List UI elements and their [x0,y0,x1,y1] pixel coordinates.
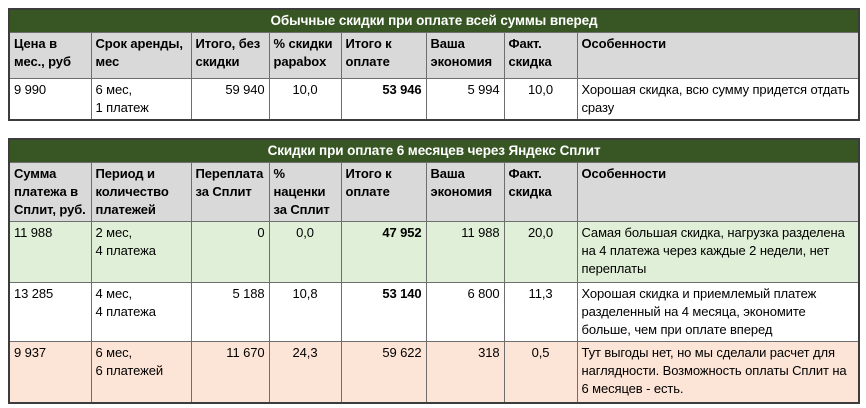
cell-total-no-discount[interactable]: 59 940 [191,79,269,121]
cell-rent-period[interactable]: 6 мес, 1 платеж [91,79,191,121]
cell-actual-discount[interactable]: 20,0 [504,222,577,283]
cell-actual-discount[interactable]: 11,3 [504,283,577,342]
header-actual-discount[interactable]: Факт. скидка [504,163,577,222]
header-notes[interactable]: Особенности [577,163,859,222]
cell-your-savings[interactable]: 318 [426,342,504,403]
header-your-savings[interactable]: Ваша экономия [426,33,504,79]
header-total-due[interactable]: Итого к оплате [341,33,426,79]
table-row [9,283,859,342]
table-row [9,79,859,121]
cell-notes[interactable]: Хорошая скидка, всю сумму придется отдать сразу [577,79,859,121]
cell-period-payments-count[interactable]: 2 мес, 4 платежа [91,222,191,283]
cell-price-per-month[interactable]: 9 990 [9,79,91,121]
cell-your-savings[interactable]: 5 994 [426,79,504,121]
table-row [9,342,859,403]
cell-total-due[interactable]: 53 140 [341,283,426,342]
cell-notes[interactable]: Хорошая скидка и приемлемый платеж разделенный на 4 месяца, экономите больше, чем при оплате вперед [577,283,859,342]
cell-total-due[interactable]: 53 946 [341,79,426,121]
cell-your-savings[interactable]: 11 988 [426,222,504,283]
cell-split-payment-sum[interactable]: 9 937 [9,342,91,403]
table2-title[interactable]: Скидки при оплате 6 месяцев через Яндекс Сплит [9,139,859,163]
cell-split-payment-sum[interactable]: 13 285 [9,283,91,342]
header-notes[interactable]: Особенности [577,33,859,79]
cell-split-overpay[interactable]: 5 188 [191,283,269,342]
cell-period-payments-count[interactable]: 6 мес, 6 платежей [91,342,191,403]
cell-total-due[interactable]: 47 952 [341,222,426,283]
cell-split-markup-percent[interactable]: 24,3 [269,342,341,403]
header-split-markup-percent[interactable]: % наценки за Сплит [269,163,341,222]
cell-total-due[interactable]: 59 622 [341,342,426,403]
cell-split-markup-percent[interactable]: 10,8 [269,283,341,342]
cell-actual-discount[interactable]: 10,0 [504,79,577,121]
cell-split-payment-sum[interactable]: 11 988 [9,222,91,283]
cell-split-overpay[interactable]: 11 670 [191,342,269,403]
header-total-no-discount[interactable]: Итого, без скидки [191,33,269,79]
cell-notes[interactable]: Тут выгоды нет, но мы сделали расчет для наглядности. Возможность оплаты Сплит на 6 месяцев - есть. [577,342,859,403]
cell-period-payments-count[interactable]: 4 мес, 4 платежа [91,283,191,342]
header-total-due[interactable]: Итого к оплате [341,163,426,222]
cell-your-savings[interactable]: 6 800 [426,283,504,342]
header-your-savings[interactable]: Ваша экономия [426,163,504,222]
header-discount-percent[interactable]: % скидки papabox [269,33,341,79]
cell-discount-percent[interactable]: 10,0 [269,79,341,121]
table-prepay-discounts [8,8,860,121]
table-row [9,222,859,283]
header-price-per-month[interactable]: Цена в мес., руб [9,33,91,79]
header-period-payments-count[interactable]: Период и количество платежей [91,163,191,222]
table1-title[interactable]: Обычные скидки при оплате всей суммы вперед [9,9,859,33]
table-yandex-split-discounts [8,138,860,404]
header-actual-discount[interactable]: Факт. скидка [504,33,577,79]
header-split-payment-sum[interactable]: Сумма платежа в Сплит, руб. [9,163,91,222]
header-split-overpay[interactable]: Переплата за Сплит [191,163,269,222]
tables-gap [8,121,858,138]
cell-split-markup-percent[interactable]: 0,0 [269,222,341,283]
header-rent-period[interactable]: Срок аренды, мес [91,33,191,79]
cell-actual-discount[interactable]: 0,5 [504,342,577,403]
cell-split-overpay[interactable]: 0 [191,222,269,283]
cell-notes[interactable]: Самая большая скидка, нагрузка разделена на 4 платежа через каждые 2 недели, нет переплаты [577,222,859,283]
